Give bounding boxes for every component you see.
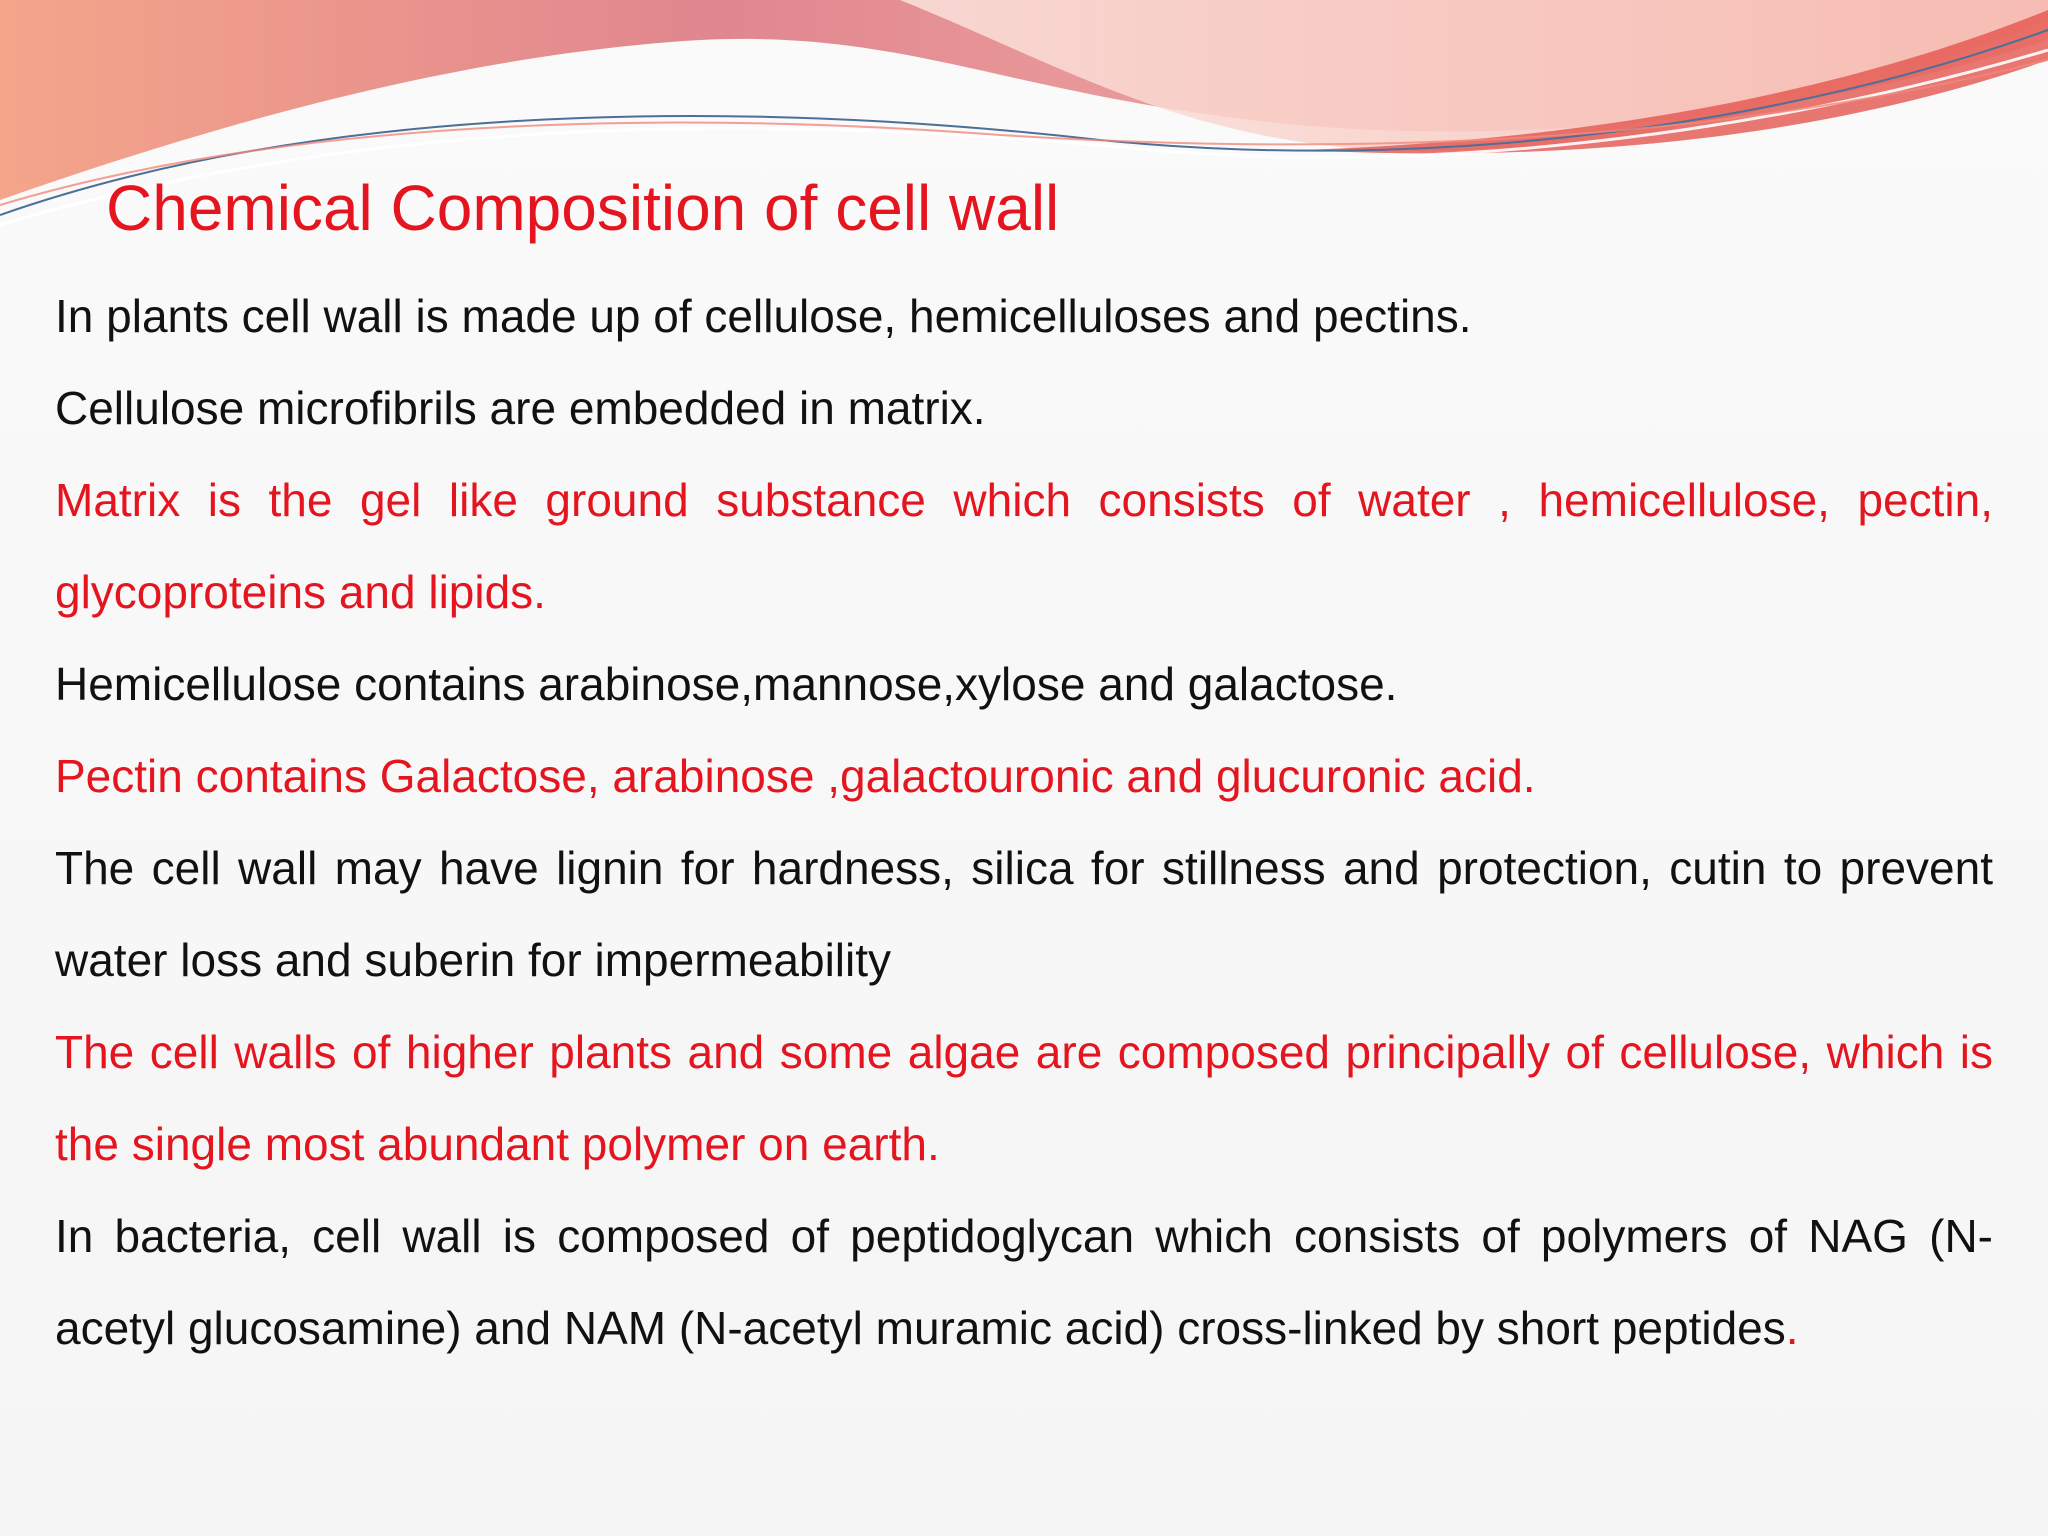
paragraph-bacteria: [55, 1190, 1993, 1374]
paragraph-lignin-silica: The cell wall may have lignin for hardness, silica for stillness and protection, cutin to prevent water loss and suberin for impermeability: [55, 842, 1993, 986]
paragraph-higher-plants: The cell walls of higher plants and some algae are composed principally of cellulose, which is the single most abundant polymer on earth.: [55, 1026, 1993, 1170]
final-period: .: [1785, 1302, 1799, 1354]
paragraph-bacteria-text: In bacteria, cell wall is composed of peptidoglycan which consists of polymers of NAG (N-acetyl glucosamine) and NAM (N-acetyl muramic acid) cross-linked by short peptides: [55, 1210, 1993, 1354]
paragraph-cellulose-microfibrils: Cellulose microfibrils are embedded in matrix.: [55, 382, 986, 434]
slide-body: [55, 270, 1993, 1374]
paragraph-hemicellulose: Hemicellulose contains arabinose,mannose,xylose and galactose.: [55, 658, 1398, 710]
slide-title: Chemical Composition of cell wall: [106, 172, 1060, 244]
paragraph-cell-wall-plants: In plants cell wall is made up of cellulose, hemicelluloses and pectins.: [55, 290, 1472, 342]
paragraph-pectin: Pectin contains Galactose, arabinose ,galactouronic and glucuronic acid.: [55, 750, 1536, 802]
paragraph-matrix: Matrix is the gel like ground substance which consists of water , hemicellulose, pectin, glycoproteins and lipids.: [55, 474, 1993, 618]
